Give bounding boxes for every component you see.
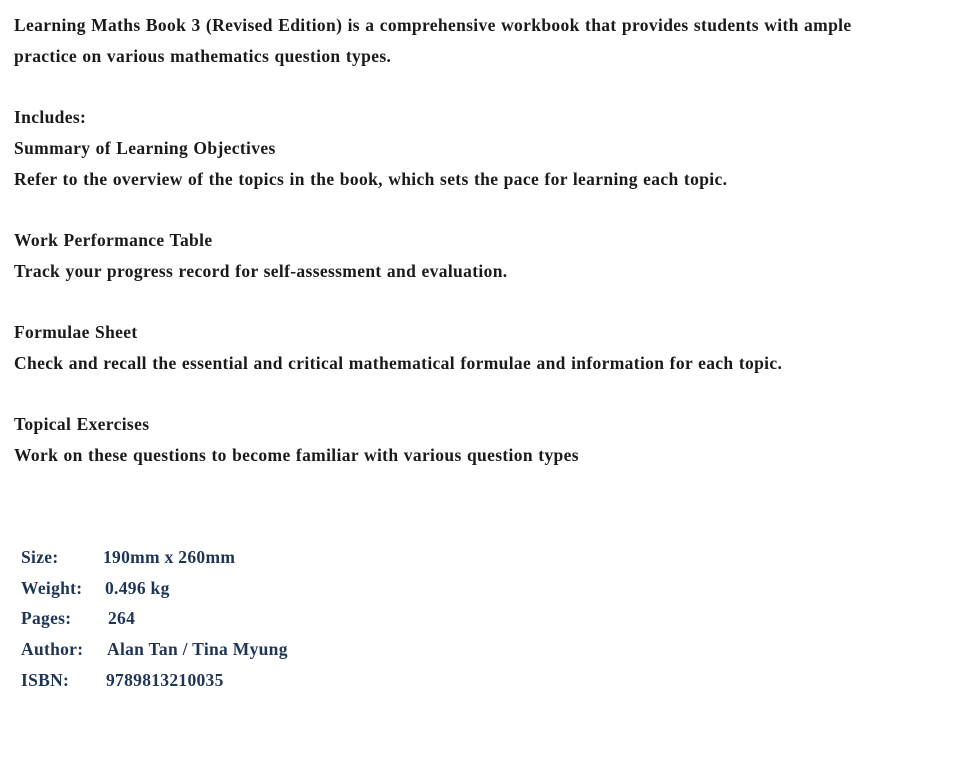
feature-text: Track your progress record for self-assessment and evaluation. <box>14 260 508 281</box>
spec-label: Pages: <box>21 608 72 629</box>
feature-title: Work Performance Table <box>14 229 213 250</box>
spec-label: Size: <box>21 547 59 567</box>
spacer <box>14 378 914 409</box>
spec-value: 0.496 kg <box>105 577 170 598</box>
spec-value: Alan Tan / Tina Myung <box>107 639 288 660</box>
spec-value: 190mm x 260mm <box>103 547 236 567</box>
feature-text: Work on these questions to become familiar with various question types <box>14 444 579 465</box>
includes-heading: Includes: <box>14 107 87 128</box>
spacer <box>14 286 914 317</box>
spacer <box>14 194 914 225</box>
feature-title: Formulae Sheet <box>14 321 138 342</box>
feature-title: Topical Exercises <box>14 414 150 435</box>
product-description <box>14 10 914 470</box>
spec-value: 264 <box>108 608 136 629</box>
spacer <box>14 71 914 102</box>
description-intro: Learning Maths Book 3 (Revised Edition) is a comprehensive workbook that provides students with ample practice on various mathematics question types. <box>14 15 852 66</box>
feature-text: Refer to the overview of the topics in the book, which sets the pace for learning each topic. <box>14 168 728 189</box>
spec-label: Weight: <box>21 577 83 598</box>
spec-label: ISBN: <box>21 669 70 690</box>
feature-text: Check and recall the essential and critical mathematical formulae and information for each topic. <box>14 352 783 373</box>
feature-title: Summary of Learning Objectives <box>14 137 276 158</box>
spec-label: Author: <box>21 639 84 660</box>
spec-value: 9789813210035 <box>106 669 224 690</box>
